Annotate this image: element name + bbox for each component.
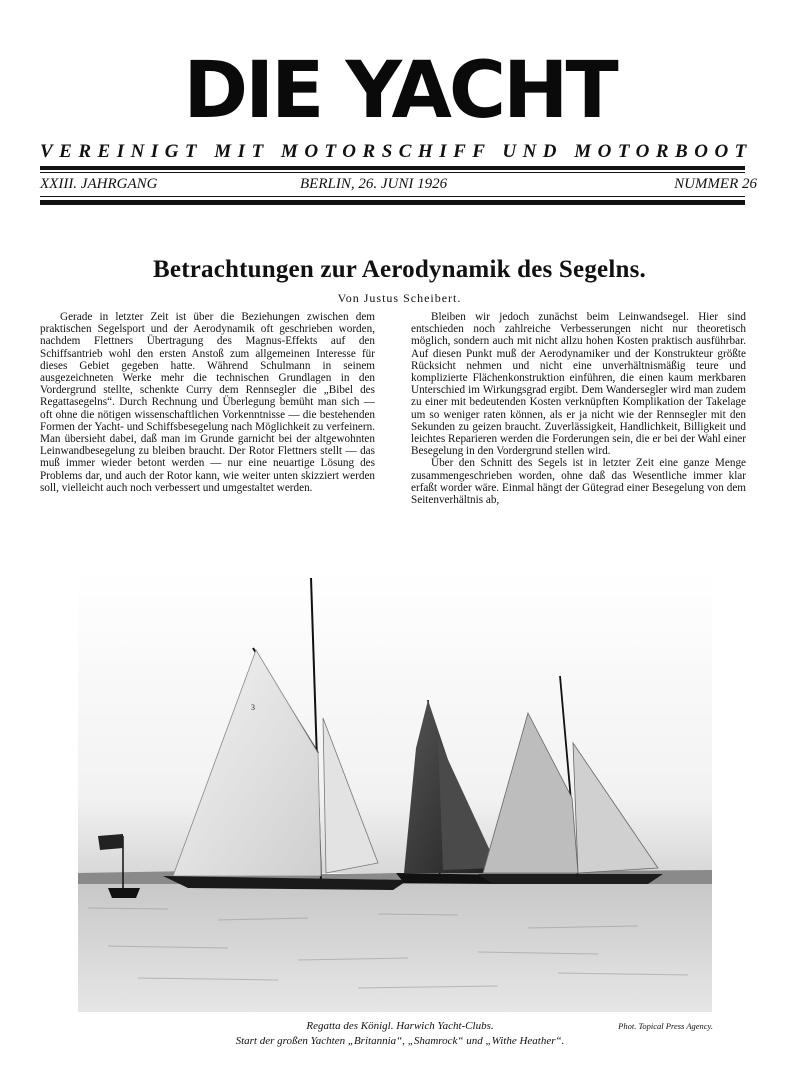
flag: [98, 834, 123, 850]
hull: [478, 874, 663, 884]
article-paragraph: Über den Schnitt des Segels ist in letzter Zeit eine ganze Menge zusammengeschrieben worden, ohne daß das Wesentliche immer klar erfaßt worder wäre. Einmal hängt der Gütegrad einer Besegelung von dem Seitenverhältnis ab,: [411, 457, 746, 507]
rule-thick-bottom: [40, 200, 745, 205]
photo-water: [78, 884, 712, 1012]
photo-credit: Phot. Topical Press Agency.: [618, 1021, 713, 1031]
article-paragraph: Bleiben wir jedoch zunächst beim Leinwandsegel. Hier sind entschieden noch zahlreiche Verbesserungen nicht nur theoretisch möglich, sondern auch mit nicht allzu hohen Kosten praktisch ausführbar. Auf diesen Punkt muß der Aerodynamiker und der Konstrukteur größte Rücksicht nehmen und nicht eine unverhältnismäßig teure und komplizierte Flächenkonstruktion einführen, die einen kaum merkbaren Unterschied im Wirkungsgrad ergibt. Dem Wandersegler wird man zudem zu einer mit bedeutenden Kosten verknüpften Komplikation der Takelage um so weniger raten können, als er ja nicht wie der Rennsegler mit den Sekunden zu geizen braucht. Zuverlässigkeit, Handlichkeit, Billigkeit und leichtes Reparieren werden die Forderungen sein, die er bei der Wahl einer Besegelung in den Vordergrund stellen wird.: [411, 311, 746, 458]
issue-number: NUMMER 26: [674, 176, 757, 192]
rule-thick-top: [40, 166, 745, 170]
article-column-left: [40, 311, 375, 494]
masthead-subtitle: VEREINIGT MIT MOTORSCHIFF UND MOTORBOOT: [40, 141, 753, 162]
article-byline: Von Justus Scheibert.: [337, 291, 462, 305]
launch-hull: [108, 888, 140, 898]
article-paragraph: Gerade in letzter Zeit ist über die Beziehungen zwischen dem praktischen Segelsport und der Aerodynamik oft geschrieben worden, nachdem Flettners Übertragung des Magnus-Effekts auf den Schiffsantrieb wohl den ersten Anstoß zum allgemeinen Interesse für dieses Gebiet gegeben hatte. Während Schulmann in seinem ausgezeichneten Werke mehr die technischen Grundlagen in den Vordergrund stellte, schenkte Curry dem Rennsegler die „Bibel des Regattasegelns“. Durch Rechnung und Überlegung bemüht man sich — oft ohne die nötigen wissenschaftlichen Vorkenntnisse — die bestehenden Formen der Yacht- und Schiffsbesegelung nach Möglichkeit zu verfeinern. Man übersieht dabei, daß man im Grunde garnicht bei der altgewohnten Leinwandbesegelung zu bleiben braucht. Der Rotor Flettners stellt — das muß immer wieder betont werden — nur eine neuartige Lösung des Problems dar, und auch der Rotor kann, wie weiter unten skizziert werden soll, vielleicht auch noch verbessert und umgestaltet werden.: [40, 311, 375, 494]
photo-caption-line1: Regatta des Königl. Harwich Yacht-Clubs.: [306, 1020, 494, 1032]
issue-volume: XXIII. JAHRGANG: [40, 176, 158, 192]
rule-thin-bottom: [40, 196, 745, 197]
article-column-right: [411, 311, 746, 506]
article-title: Betrachtungen zur Aerodynamik des Segelns.: [153, 256, 646, 283]
issue-place-date: BERLIN, 26. JUNI 1926: [300, 176, 448, 192]
rule-thin-top: [40, 172, 745, 173]
photo-caption-line2: Start der großen Yachten „Britannia“, „Shamrock“ und „Withe Heather“.: [235, 1035, 565, 1047]
regatta-photo: [78, 568, 712, 1012]
masthead-title: DIE YACHT: [183, 46, 616, 136]
sail-number: 3: [251, 703, 255, 712]
